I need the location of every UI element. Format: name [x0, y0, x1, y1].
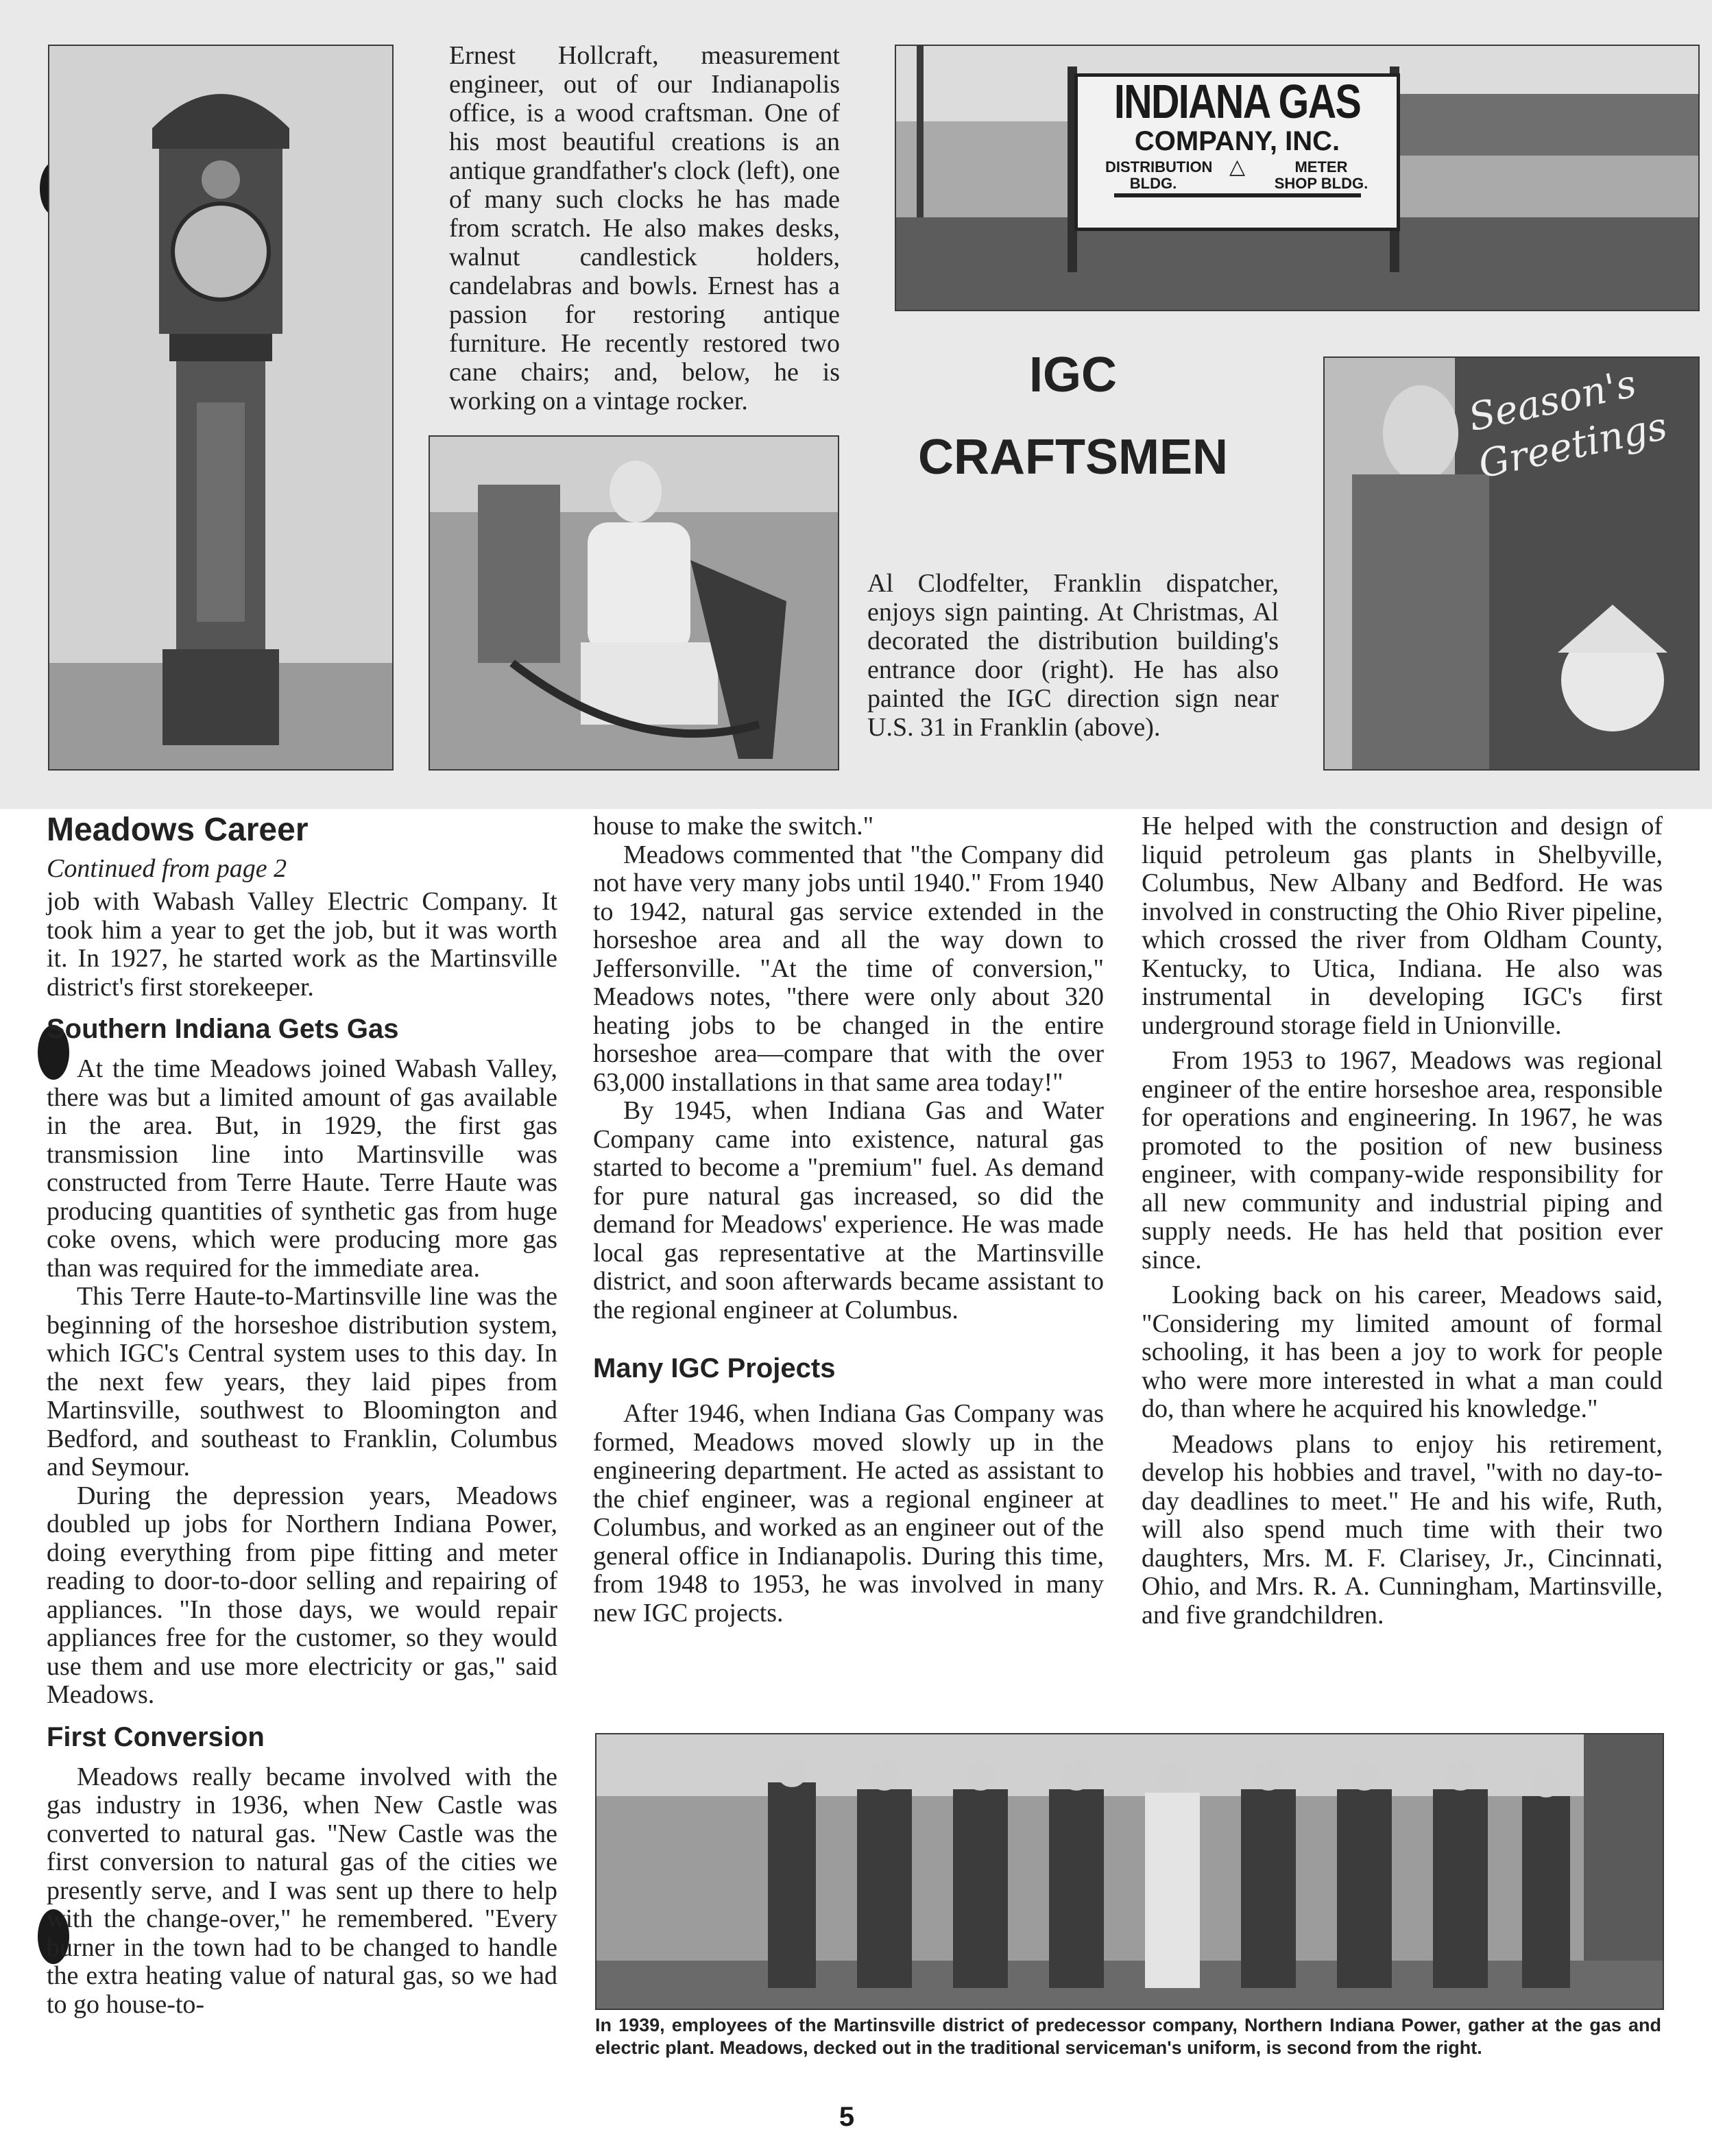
door-greeting-text: Season's Greetings [1464, 361, 1672, 487]
sign-right-label: METER SHOP BLDG. [1274, 158, 1369, 192]
feature-heading [847, 346, 1299, 486]
sign-arrow-icon [1114, 193, 1361, 197]
photo-1939-employees [595, 1733, 1664, 2010]
section-heading-southern-indiana: Southern Indiana Gets Gas [47, 1014, 399, 1044]
paragraph: By 1945, when Indiana Gas and Water Company came into existence, natural gas started to become a "premium" fuel. As demand for pure natural gas increased, so did the demand for Meadows' experience. He was made local gas representative at the Martinsville district, and soon afterwards became assistant to the regional engineer at Columbus. [593, 1096, 1104, 1324]
paragraph: Looking back on his career, Meadows said, "Considering my limited amount of formal schooling, it has been a joy to work for people who were more interested in what a man could do, than where he acquired his knowledge." [1142, 1281, 1663, 1423]
paragraph: During the depression years, Meadows doubled up jobs for Northern Indiana Power, doing everything from pipe fitting and meter reading to door-to-door selling and repairing of appliances. "In those days, we would repair appliances free for the customer, so they would use them and use more electricity or gas," said Meadows. [47, 1481, 557, 1709]
paragraph: Meadows really became involved with the gas industry in 1936, when New Castle was converted to natural gas. "New Castle was the first conversion to natural gas of the cities we presently serve, and I was sent up there to help with the change-over," he remembered. "Every burner in the town had to be changed to handle the extra heating value of natural gas, so we had to go house-to- [47, 1762, 557, 2019]
article-title: Meadows Career [47, 812, 309, 848]
photo-grandfather-clock [48, 45, 394, 771]
photo-indiana-gas-sign [895, 45, 1700, 311]
feature-heading-line-2: CRAFTSMEN [918, 430, 1228, 485]
section-heading-first-conversion: First Conversion [47, 1721, 265, 1752]
sign-line-2: COMPANY, INC. [1134, 126, 1340, 156]
photo-sign-painting [1323, 356, 1700, 771]
sign-left-label: DISTRIBUTION BLDG. [1105, 158, 1213, 192]
group-photo-caption: In 1939, employees of the Martinsville district of predecessor company, Northern Indiana Power, gather at the gas and electric plant. Meadows, decked out in the traditional serviceman's uniform, is second from the right. [595, 2015, 1661, 2058]
rocker-illustration [430, 437, 838, 769]
paragraph: house to make the switch." [593, 812, 874, 840]
grandfather-clock-illustration [49, 46, 392, 769]
paragraph: This Terre Haute-to-Martinsville line was the beginning of the horseshoe distribution system, which IGC's Central system uses to this day. In the next few years, they laid pipes from Martinsville, southwest to Bloomington and Bedford, and southeast to Franklin, Columbus and Seymour. [47, 1282, 557, 1481]
paragraph: At the time Meadows joined Wabash Valley, there was but a limited amount of gas available in the area. But, in 1929, the first gas transmission line into Martinsville was constructed from Terre Haute. Terre Haute was producing quantities of synthetic gas from huge coke ovens, which were producing more gas than was required for the immediate area. [47, 1054, 557, 1283]
sign-line-1: INDIANA GAS [1113, 75, 1361, 128]
hollcraft-caption: Ernest Hollcraft, measurement engineer, out of our Indianapolis office, is a wood craftsman. One of his most beautiful creations is an antique grandfather's clock (left), one of many such clocks he has made from scratch. He also makes desks, walnut candlestick holders, candelabras and bowls. Ernest has a passion for restoring antique furniture. He recently restored two cane chairs; and, below, he is working on a vintage rocker. [449, 41, 840, 415]
indiana-gas-sign [1074, 73, 1400, 231]
paragraph: From 1953 to 1967, Meadows was regional engineer of the entire horseshoe area, responsible for operations and engineering. In 1967, he was promoted to the position of new business engineer, with company-wide responsibility for all new community and industrial piping and supply needs. He has held that position ever since. [1142, 1046, 1663, 1274]
article-column-1 [47, 811, 557, 2019]
article-column-3 [1142, 812, 1663, 1630]
page-number: 5 [839, 2102, 855, 2132]
paragraph: After 1946, when Indiana Gas Company was formed, Meadows moved slowly up in the engineering department. He acted as assistant to the chief engineer, was a regional engineer at Columbus, and worked as an engineer out of the general office in Indianapolis. During this time, from 1948 to 1953, he was involved in many new IGC projects. [593, 1399, 1104, 1627]
flame-icon: △ [1229, 156, 1246, 178]
section-heading-many-projects: Many IGC Projects [593, 1353, 836, 1383]
paragraph: Meadows plans to enjoy his retirement, develop his hobbies and travel, "with no day-to-day deadlines to meet." He and his wife, Ruth, will also spend much time with their two daughters, Mrs. M. F. Clarisey, Jr., Cincinnati, Ohio, and Mrs. R. A. Cunningham, Martinsville, and five grandchildren. [1142, 1429, 1663, 1630]
article-column-2 [593, 812, 1104, 1627]
group-photo-illustration [596, 1734, 1663, 2009]
photo-rocker-chair [429, 435, 839, 771]
paragraph: job with Wabash Valley Electric Company. It took him a year to get the job, but it was worth it. In 1927, he started work as the Martinsville district's first storekeeper. [47, 887, 557, 1002]
clodfelter-caption: Al Clodfelter, Franklin dispatcher, enjoys sign painting. At Christmas, Al decorated the distribution building's entrance door (right). He has also painted the IGC direction sign near U.S. 31 in Franklin (above). [867, 569, 1279, 742]
paragraph: He helped with the construction and design of liquid petroleum gas plants in Shelbyville, Columbus, New Albany and Bedford. He was involved in constructing the Ohio River pipeline, which crossed the river from Oldham County, Kentucky, to Utica, Indiana. He also was instrumental in developing IGC's first underground storage field in Unionville. [1142, 812, 1663, 1040]
continued-note: Continued from page 2 [47, 854, 287, 883]
feature-heading-line-1: IGC [1028, 348, 1117, 402]
paragraph: Meadows commented that "the Company did not have very many jobs until 1940." From 1940 to 1942, natural gas service extended in the horseshoe area and all the way down to Jeffersonville. "At the time of conversion," Meadows notes, "there were only about 320 heating jobs to be changed in the entire horseshoe area—compare that with the over 63,000 installations in that same area today!" [593, 840, 1104, 1097]
